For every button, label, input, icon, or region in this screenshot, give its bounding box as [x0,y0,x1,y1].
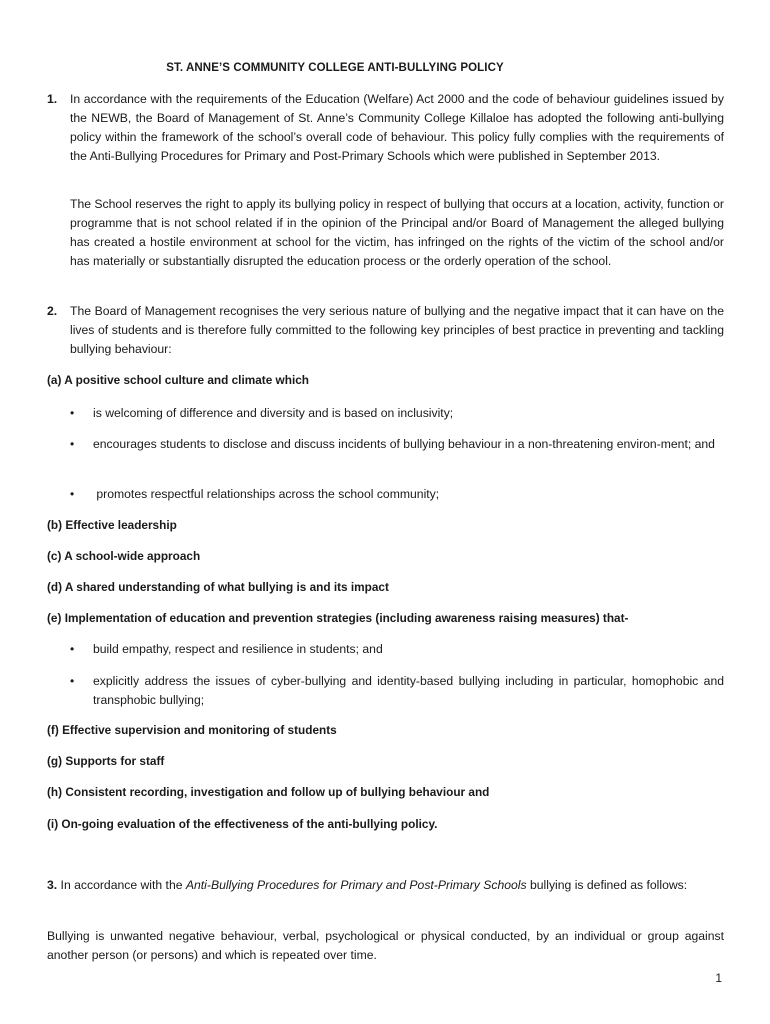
section-3-number: 3. [47,878,58,892]
bullet-icon: • [70,437,75,451]
bullet-item [70,672,724,710]
principle-a-heading: (a) A positive school culture and climate which [47,373,309,387]
section-2-number: 2. [47,304,58,318]
policy-title: ST. ANNE’S COMMUNITY COLLEGE ANTI-BULLYING POLICY [166,62,504,74]
bullying-definition: Bullying is unwanted negative behaviour, verbal, psychological or physical conducted, by an individual or group against another person (or persons) and which is repeated over time. [47,929,724,962]
section-1-paragraph-2: The School reserves the right to apply its bullying policy in respect of bullying that occurs at a location, activity, function or programme that is not school related if in the opinion of the Principal and/or Board of Management the alleged bullying has created a hostile environment at school for the victim, has infringed on the rights of the victim of the school and/or has materially or substantially disrupted the education process or the orderly operation of the school. [70,197,724,268]
principle-c-heading: (c) A school-wide approach [47,549,201,563]
section-2 [47,302,724,359]
bullet-icon: • [70,406,75,420]
bullet-icon: • [70,674,75,688]
bullet-text: promotes respectful relationships across the school community; [93,487,440,501]
principle-g-heading: (g) Supports for staff [47,754,165,768]
principle-i-heading: (i) On-going evaluation of the effectiveness of the anti-bullying policy. [47,817,438,831]
bullet-icon: • [70,642,75,656]
bullet-item [70,485,724,504]
section-1-text: In accordance with the requirements of the Education (Welfare) Act 2000 and the code of behaviour guidelines issued by the NEWB, the Board of Management of St. Anne’s Community College Killaloe has adopted the following anti-bullying policy within the framework of the school’s overall code of behaviour. This policy fully complies with the requirements of the Anti-Bullying Procedures for Primary and Post-Primary Schools which were published in September 2013. [70,92,724,163]
section-3 [47,876,724,895]
principle-h-heading: (h) Consistent recording, investigation and follow up of bullying behaviour and [47,785,490,799]
principle-d-heading: (d) A shared understanding of what bullying is and its impact [47,580,389,594]
section-1-number: 1. [47,92,58,106]
section-1 [47,90,724,166]
principle-b-heading: (b) Effective leadership [47,518,177,532]
bullet-text: build empathy, respect and resilience in students; and [93,642,383,656]
bullet-text: encourages students to disclose and discuss incidents of bullying behaviour in a non-threatening environ-ment; and [93,437,715,451]
principle-f-heading: (f) Effective supervision and monitoring of students [47,723,337,737]
section-2-text: The Board of Management recognises the very serious nature of bullying and the negative impact that it can have on the lives of students and is therefore fully committed to the following key principles of best practice in preventing and tackling bullying behaviour: [70,304,724,356]
principle-e-heading: (e) Implementation of education and prevention strategies (including awareness raising measures) that- [47,611,629,625]
bullet-item [70,435,724,454]
bullet-item [70,640,724,659]
section-3-intro: In accordance with the [57,878,186,892]
bullet-item [70,404,724,423]
bullet-icon: • [70,487,75,501]
bullet-text: is welcoming of difference and diversity and is based on inclusivity; [93,406,454,420]
bullet-text: explicitly address the issues of cyber-bullying and identity-based bullying including in particular, homophobic and transphobic bullying; [93,674,724,707]
section-3-rest: bullying is defined as follows: [526,878,688,892]
page-number: 1 [715,971,722,985]
section-3-italic-title: Anti-Bullying Procedures for Primary and Post-Primary Schools [185,878,527,892]
